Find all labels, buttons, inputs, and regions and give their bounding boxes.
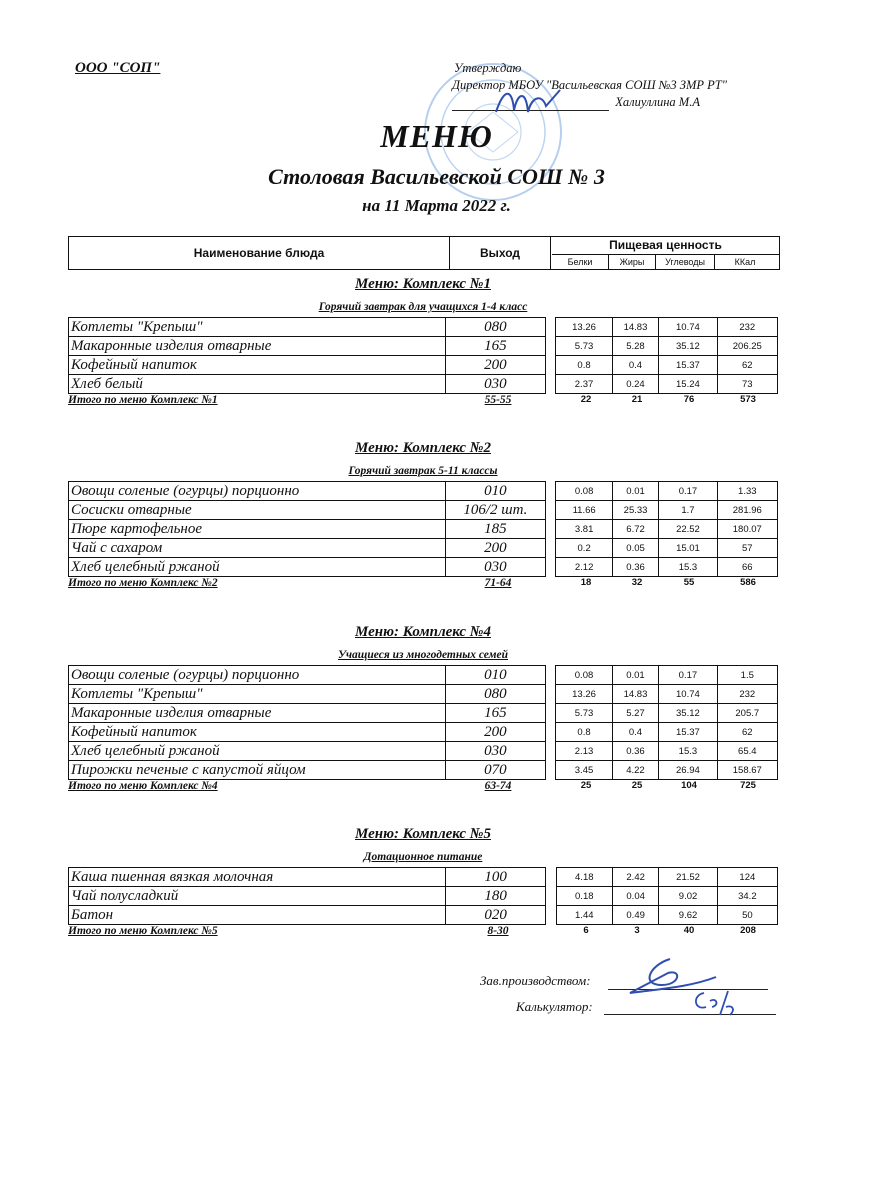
dish-fats: 0.05 [612,539,659,558]
dish-kcal: 34.2 [717,887,777,906]
dish-carbs: 21.52 [659,868,717,887]
dish-name: Сосиски отварные [69,501,446,520]
dish-kcal: 281.96 [717,501,777,520]
menu-section [68,440,778,593]
total-output: 63-74 [484,780,512,792]
dish-name: Макаронные изделия отварные [69,337,446,356]
dish-output: 070 [446,761,545,780]
dish-fats: 0.04 [612,887,658,906]
dish-name: Хлеб белый [69,375,446,394]
total-output: 71-64 [484,577,512,589]
dish-fats: 5.27 [612,704,659,723]
table-row [69,723,778,742]
dish-fats: 0.4 [612,723,659,742]
dish-output: 200 [446,356,545,375]
section-title: Меню: Комплекс №1 [355,276,491,292]
dish-proteins: 2.13 [556,742,612,761]
dish-proteins: 0.08 [556,482,612,501]
dish-carbs: 26.94 [659,761,717,780]
table-row [69,761,778,780]
dish-fats: 25.33 [612,501,659,520]
dish-fats: 0.36 [612,742,659,761]
dish-name: Батон [69,906,446,925]
dish-name: Пирожки печеные с капустой яйцом [69,761,446,780]
table-row [69,482,778,501]
dish-proteins: 0.8 [556,723,612,742]
dish-table [68,867,778,925]
column-gap [545,318,556,337]
dish-output: 200 [446,539,546,558]
total-proteins: 6 [583,925,589,936]
dish-carbs: 10.74 [659,318,717,337]
column-gap [545,742,556,761]
dish-carbs: 15.37 [659,356,717,375]
menu-section [68,624,778,796]
header-dish: Наименование блюда [69,237,450,269]
header-carbs: Углеводы [656,255,715,269]
section-total [68,394,778,410]
total-fats: 3 [634,925,640,936]
director-signature [490,82,570,122]
dish-proteins: 5.73 [556,704,612,723]
dish-output: 080 [446,685,545,704]
total-carbs: 76 [683,394,695,405]
table-row [69,501,778,520]
dish-table [68,665,778,780]
dish-proteins: 1.44 [556,906,612,925]
dish-kcal: 232 [717,318,777,337]
dish-carbs: 1.7 [659,501,717,520]
column-gap [545,337,556,356]
table-row [69,887,778,906]
section-total [68,925,778,941]
total-output: 8-30 [487,925,509,937]
column-gap [545,356,556,375]
total-proteins: 25 [580,780,592,791]
dish-carbs: 0.17 [659,482,717,501]
dish-kcal: 73 [717,375,777,394]
total-kcal: 573 [740,394,756,405]
dish-carbs: 9.62 [659,906,717,925]
dish-fats: 4.22 [612,761,659,780]
header-proteins: Белки [552,255,609,269]
dish-fats: 6.72 [612,520,659,539]
column-gap [545,558,556,577]
dish-fats: 0.01 [612,666,659,685]
total-label: Итого по меню Комплекс №2 [68,577,218,589]
section-subtitle: Учащиеся из многодетных семей [338,649,508,661]
dish-carbs: 15.37 [659,723,717,742]
dish-proteins: 0.8 [556,356,612,375]
section-total [68,780,778,796]
dish-kcal: 50 [717,906,777,925]
dish-name: Кофейный напиток [69,356,446,375]
table-row [69,704,778,723]
dish-proteins: 4.18 [556,868,612,887]
dish-kcal: 62 [717,723,777,742]
dish-name: Чай полусладкий [69,887,446,906]
dish-kcal: 65.4 [717,742,777,761]
section-subtitle: Горячий завтрак 5-11 классы [348,465,498,477]
dish-name: Котлеты "Крепыш" [69,318,446,337]
dish-output: 020 [446,906,546,925]
dish-kcal: 57 [717,539,777,558]
dish-carbs: 15.3 [659,558,717,577]
table-header [68,236,780,270]
dish-name: Пюре картофельное [69,520,446,539]
dish-output: 030 [446,558,546,577]
header-nutrition-title: Пищевая ценность [552,237,779,255]
column-gap [545,685,556,704]
total-proteins: 18 [580,577,592,588]
total-fats: 21 [631,394,643,405]
dish-kcal: 66 [717,558,777,577]
dish-output: 080 [446,318,545,337]
column-gap [545,501,556,520]
total-fats: 25 [631,780,643,791]
dish-proteins: 3.81 [556,520,612,539]
dish-proteins: 2.12 [556,558,612,577]
table-row [69,666,778,685]
dish-proteins: 0.2 [556,539,612,558]
column-gap [545,704,556,723]
table-row [69,539,778,558]
section-subtitle: Дотационное питание [363,851,483,863]
dish-name: Хлеб целебный ржаной [69,742,446,761]
dish-carbs: 15.24 [659,375,717,394]
header-nutrition [552,237,779,269]
dish-carbs: 0.17 [659,666,717,685]
dish-name: Котлеты "Крепыш" [69,685,446,704]
dish-kcal: 232 [717,685,777,704]
total-proteins: 22 [580,394,592,405]
dish-name: Макаронные изделия отварные [69,704,446,723]
column-gap [545,723,556,742]
dish-proteins: 13.26 [556,318,612,337]
dish-name: Каша пшенная вязкая молочная [69,868,446,887]
menu-date: на 11 Марта 2022 г. [362,196,511,215]
table-row [69,356,778,375]
column-gap [545,375,556,394]
table-row [69,375,778,394]
dish-output: 030 [446,375,545,394]
total-label: Итого по меню Комплекс №4 [68,780,218,792]
dish-table [68,481,778,577]
dish-fats: 5.28 [612,337,659,356]
column-gap [545,539,556,558]
total-kcal: 725 [740,780,756,791]
dish-fats: 0.01 [612,482,659,501]
total-label: Итого по меню Комплекс №5 [68,925,218,937]
dish-output: 185 [446,520,546,539]
total-carbs: 104 [681,780,697,791]
column-gap [545,520,556,539]
dish-kcal: 124 [717,868,777,887]
production-label: Зав.производством: [480,973,591,988]
dish-carbs: 15.3 [659,742,717,761]
dish-output: 030 [446,742,545,761]
dish-proteins: 0.08 [556,666,612,685]
dish-output: 165 [446,704,545,723]
dish-kcal: 206.25 [717,337,777,356]
dish-carbs: 10.74 [659,685,717,704]
dish-name: Овощи соленые (огурцы) порционно [69,482,446,501]
table-row [69,742,778,761]
page-subtitle: Столовая Васильевской СОШ № 3 [268,164,605,189]
dish-fats: 0.24 [612,375,659,394]
column-gap [545,868,556,887]
table-row [69,868,778,887]
total-fats: 32 [631,577,643,588]
total-carbs: 55 [683,577,695,588]
dish-kcal: 158.67 [717,761,777,780]
dish-name: Кофейный напиток [69,723,446,742]
column-gap [545,906,556,925]
dish-output: 180 [446,887,546,906]
page-title: МЕНЮ [380,118,493,154]
dish-name: Хлеб целебный ржаной [69,558,446,577]
section-total [68,577,778,593]
dish-fats: 14.83 [612,318,659,337]
total-carbs: 40 [683,925,695,936]
table-row [69,906,778,925]
dish-fats: 14.83 [612,685,659,704]
approval-title: Утверждаю [454,61,522,75]
table-row [69,318,778,337]
table-row [69,558,778,577]
header-kcal: ККал [734,257,756,267]
dish-fats: 0.36 [612,558,659,577]
dish-carbs: 35.12 [659,704,717,723]
menu-section [68,826,778,941]
dish-output: 200 [446,723,545,742]
total-kcal: 208 [740,925,756,936]
table-row [69,685,778,704]
dish-carbs: 9.02 [659,887,717,906]
section-subtitle: Горячий завтрак для учащихся 1-4 класс [318,301,528,313]
total-kcal: 586 [740,577,756,588]
dish-output: 106/2 шт. [446,501,546,520]
dish-proteins: 2.37 [556,375,612,394]
dish-kcal: 1.5 [717,666,777,685]
table-row [69,520,778,539]
dish-proteins: 0.18 [556,887,612,906]
total-output: 55-55 [484,394,512,406]
dish-output: 165 [446,337,545,356]
dish-name: Чай с сахаром [69,539,446,558]
dish-fats: 2.42 [612,868,658,887]
dish-fats: 0.4 [612,356,659,375]
dish-name: Овощи соленые (огурцы) порционно [69,666,446,685]
dish-carbs: 35.12 [659,337,717,356]
header-fats: Жиры [609,255,656,269]
dish-carbs: 22.52 [659,520,717,539]
dish-output: 010 [446,482,546,501]
header-output: Выход [450,237,551,269]
dish-proteins: 3.45 [556,761,612,780]
dish-proteins: 13.26 [556,685,612,704]
dish-kcal: 180.07 [717,520,777,539]
approval-name: Халиуллина М.А [615,95,700,109]
total-label: Итого по меню Комплекс №1 [68,394,218,406]
column-gap [545,887,556,906]
section-title: Меню: Комплекс №5 [355,826,491,842]
dish-kcal: 62 [717,356,777,375]
dish-fats: 0.49 [612,906,658,925]
dish-kcal: 1.33 [717,482,777,501]
dish-output: 100 [446,868,546,887]
column-gap [545,482,556,501]
dish-kcal: 205.7 [717,704,777,723]
dish-carbs: 15.01 [659,539,717,558]
dish-table [68,317,778,394]
section-title: Меню: Комплекс №2 [355,440,491,456]
column-gap [545,666,556,685]
dish-proteins: 5.73 [556,337,612,356]
column-gap [545,761,556,780]
dish-proteins: 11.66 [556,501,612,520]
menu-section [68,276,778,410]
calculator-signature [690,985,740,1020]
calculator-label: Калькулятор: [516,999,593,1014]
approval-director: Директор МБОУ "Васильевская СОШ №3 ЗМР РТ" [452,78,727,92]
dish-output: 010 [446,666,545,685]
organization-name: ООО "СОП" [75,60,161,76]
section-title: Меню: Комплекс №4 [355,624,491,640]
table-row [69,337,778,356]
